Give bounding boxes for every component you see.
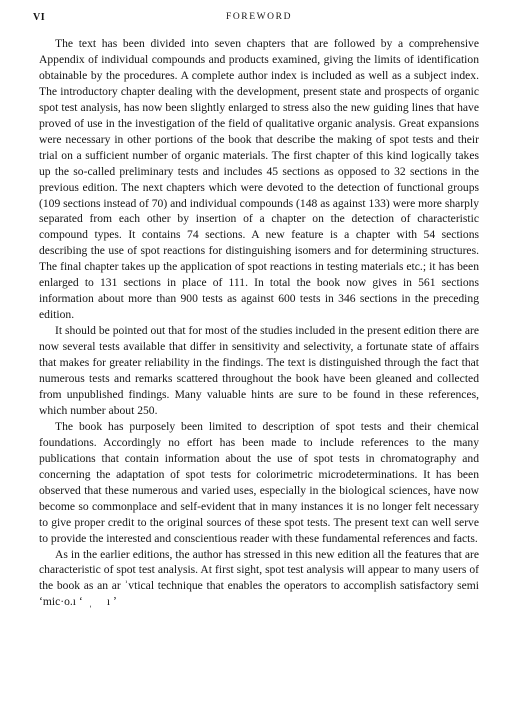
page-number: VI	[33, 12, 46, 23]
paragraph-test-reliability: It should be pointed out that for most of the studies included in the present edition there are now several tests available that differ in sensitivity and selectivity, a fortunate state of affairs that makes for greater reliability in the findings. The text is distinguished through the fact that numerous tests and remarks scattered throughout the book have been gleaned and collected from unpublished findings. Many valuable hints are sure to be found in these references, which number about 250.	[39, 324, 479, 417]
body-text	[39, 36, 479, 610]
running-head	[33, 12, 485, 26]
paragraph-scope-of-book: The book has purposely been limited to description of spot tests and their chemical foundations. Accordingly no effort has been made to include references to the many publications that contain information about the use of spot tests in chromatography and concerning the adaptation of spot tests for colorimetric microdeterminations. It has been observed that these numerous and varied uses, especially in the biological sciences, have now become so commonplace and self-evident that in many instances it is no longer felt necessary to give proper credit to the original sources of these spot tests. The present text can well serve to provide the interested and conscientious reader with these fundamental references and facts.	[39, 419, 479, 545]
paragraph-earlier-editions: As in the earlier editions, the author has stressed in this new edition all the features that are characteristic of spot test analysis. At first sight, spot test analysis will appear to many users of the book as an ar ʾvtical technique that enables the operators to accomplish satisfactory semi ʻmic·o.ı ‘ ˌ ı ʼ	[39, 547, 479, 609]
paragraph-chapters-overview: The text has been divided into seven chapters that are followed by a comprehensive Appendix of individual compounds and products examined, giving the limits of identification obtainable by the procedures. A complete author index is included as well as a subject index. The introductory chapter dealing with the development, present state and prospects of organic spot test analysis, has now been slightly enlarged to stress also the new guiding lines that have proved of use in the investigation of the field of qualitative organic analysis. Great expansions were necessary in other portions of the book that describe the making of spot tests and their trial on a sufficient number of organic materials. The first chapter of this kind logically takes up the so-called preliminary tests and includes 45 sections as opposed to 32 sections in the previous edition. The next chapters which were devoted to the detection of functional groups (109 sections instead of 70) and individual compounds (148 as against 133) were more sharply separated from each other by insertion of a chapter on the detection of characteristic compound types. It contains 74 sections. A new feature is a chapter with 54 sections describing the use of spot reactions for distinguishing isomers and for determining structures. The final chapter takes up the application of spot reactions in testing materials etc.; it has been enlarged to 131 sections in place of 111. In total the book now gives in 561 sections information about more than 900 tests as against 600 tests in 346 sections in the preceding edition.	[39, 37, 479, 322]
running-title: FOREWORD	[225, 12, 293, 22]
